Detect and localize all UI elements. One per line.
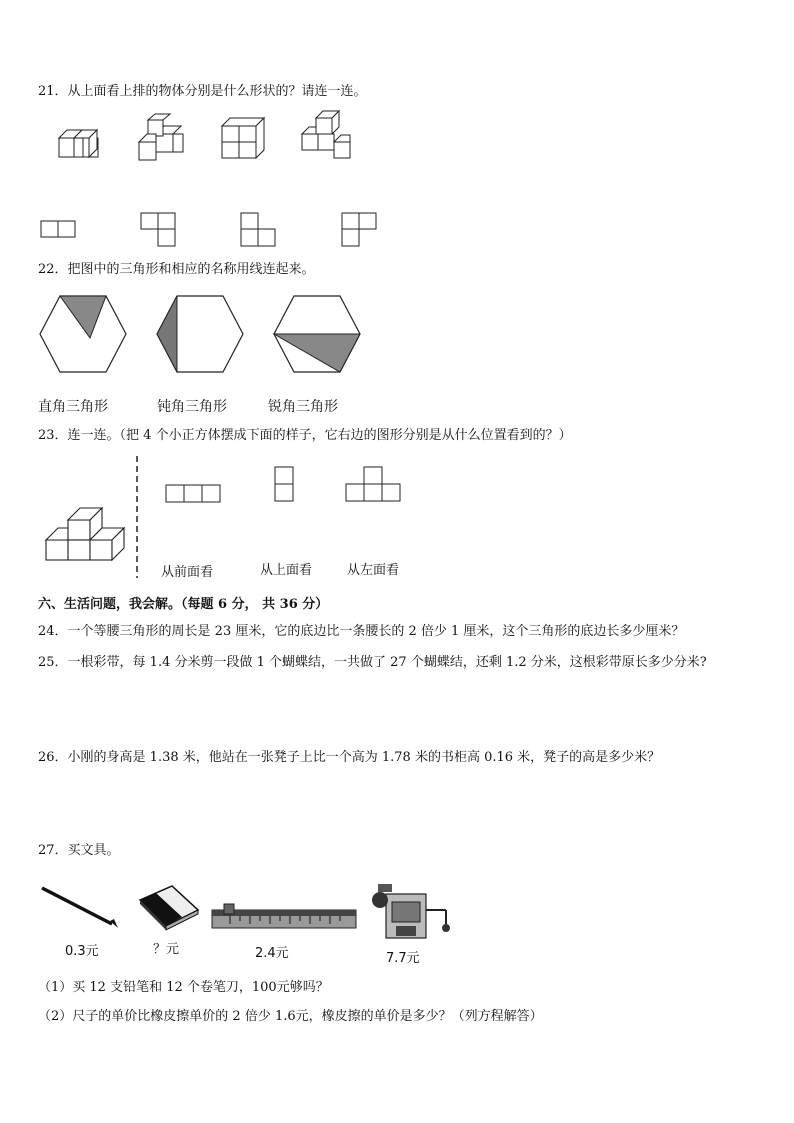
pencil-icon — [40, 886, 120, 930]
section6-title: 六、生活问题，我会解。（每题 6 分， 共 36 分） — [38, 597, 329, 612]
q23-view-top[interactable]: 从上面看 — [260, 563, 313, 578]
q27-sub1: （1）买 12 支铅笔和 12 个卷笔刀，100元够吗？ — [38, 980, 329, 995]
q22-hexagon-3[interactable] — [272, 294, 362, 374]
q23-view-front[interactable]: 从前面看 — [161, 565, 214, 580]
q22-name-acute[interactable]: 锐角三角形 — [268, 399, 338, 415]
q23-divider — [135, 456, 139, 578]
q21-text: 21．从上面看上排的物体分别是什么形状的？请连一连。 — [38, 84, 367, 99]
q23-view-left[interactable]: 从左面看 — [347, 563, 400, 578]
q25-text: 25．一根彩带，每 1.4 分米剪一段做 1 个蝴蝶结，一共做了 27 个蝴蝶结，还剩 1.2 分米，这根彩带原长多少分米? — [38, 655, 707, 670]
q23-view-shape-1[interactable] — [165, 484, 221, 504]
q21-cube-figure-4[interactable] — [298, 108, 354, 164]
q22-name-right[interactable]: 直角三角形 — [38, 399, 108, 415]
q24-text: 24．一个等腰三角形的周长是 23 厘米，它的底边比一条腰长的 2 倍少 1 厘米，这个三角形的底边长多少厘米？ — [38, 624, 685, 639]
q21-view-shape-1[interactable] — [40, 220, 76, 238]
q23-view-shape-3[interactable] — [345, 466, 403, 504]
q21-cube-figure-1[interactable] — [55, 122, 105, 162]
ruler-price: 2.4元 — [255, 946, 289, 961]
sharpener-price: 7.7元 — [386, 951, 420, 966]
q27-text: 27．买文具。 — [38, 843, 120, 858]
q21-view-shape-2[interactable] — [140, 212, 176, 248]
q22-name-obtuse[interactable]: 钝角三角形 — [157, 399, 227, 415]
q26-text: 26．小刚的身高是 1.38 米，他站在一张凳子上比一个高为 1.78 米的书柜高 0.16 米，凳子的高是多少米？ — [38, 750, 661, 765]
pencil-price: 0.3元 — [65, 944, 99, 959]
q21-view-shape-3[interactable] — [240, 212, 276, 248]
q23-text: 23．连一连。（把 4 个小正方体摆成下面的样子，它右边的图形分别是从什么位置看到的？） — [38, 428, 572, 443]
q22-hexagon-1[interactable] — [38, 294, 128, 374]
q21-cube-figure-3[interactable] — [218, 114, 268, 162]
q23-cube-stack — [44, 502, 126, 564]
eraser-price: ？元 — [153, 942, 180, 957]
q23-view-shape-2[interactable] — [274, 466, 296, 504]
q27-sub2: （2）尺子的单价比橡皮擦单价的 2 倍少 1.6元，橡皮擦的单价是多少？（列方程解答） — [38, 1009, 543, 1024]
q21-cube-figure-2[interactable] — [135, 112, 190, 164]
ruler-icon — [210, 902, 360, 934]
q22-text: 22．把图中的三角形和相应的名称用线连起来。 — [38, 262, 315, 277]
q22-hexagon-2[interactable] — [155, 294, 245, 374]
q21-view-shape-4[interactable] — [341, 212, 377, 248]
eraser-icon — [132, 882, 204, 934]
pencil-sharpener-icon — [368, 880, 454, 942]
